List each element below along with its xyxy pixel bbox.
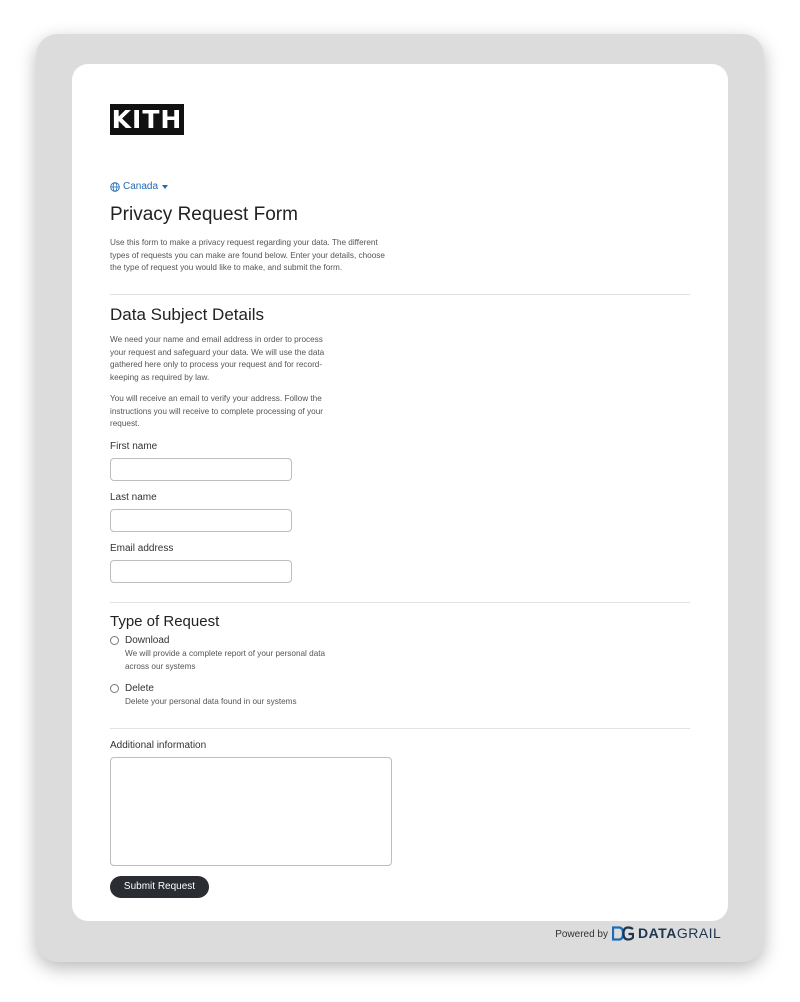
download-option-label[interactable]: Download xyxy=(125,635,170,646)
last-name-label: Last name xyxy=(110,492,157,503)
delete-option-label[interactable]: Delete xyxy=(125,683,154,694)
download-option-description: We will provide a complete report of your personal data across our systems xyxy=(125,649,326,671)
country-label: Canada xyxy=(123,181,159,192)
delete-option-description: Delete your personal data found in our systems xyxy=(125,697,297,706)
additional-info-label: Additional information xyxy=(110,740,207,751)
email-label: Email address xyxy=(110,543,174,554)
first-name-label: First name xyxy=(110,441,158,452)
chevron-down-icon xyxy=(162,185,168,189)
powered-by-text: Powered by xyxy=(555,929,608,940)
globe-icon xyxy=(110,182,120,192)
submit-request-button[interactable]: Submit Request xyxy=(110,876,209,898)
section-heading-request-type: Type of Request xyxy=(110,613,220,630)
verification-notice: You will receive an email to verify your address. Follow the instructions you will receive to complete processing of your request. xyxy=(110,394,323,428)
details-description: We need your name and email address in order to process your request and safeguard your data. We will use the data gathered here only to process your request and for record- keeping as required by law. xyxy=(110,335,325,382)
download-radio[interactable] xyxy=(110,636,119,645)
last-name-input[interactable] xyxy=(110,509,292,532)
section-heading-details: Data Subject Details xyxy=(110,305,265,324)
page-title: Privacy Request Form xyxy=(110,204,298,225)
additional-info-textarea[interactable] xyxy=(110,757,392,866)
datagrail-logo-icon xyxy=(612,926,634,941)
delete-radio[interactable] xyxy=(110,684,119,693)
first-name-input[interactable] xyxy=(110,458,292,481)
intro-text: Use this form to make a privacy request regarding your data. The different types of requests you can make are found below. Enter your details, choose the type of request you would like to make, and submit the form. xyxy=(110,238,385,272)
divider xyxy=(110,294,690,295)
email-input[interactable] xyxy=(110,560,292,583)
datagrail-wordmark[interactable]: DATAGRAIL xyxy=(638,925,722,941)
form-card xyxy=(72,64,728,921)
kith-logo[interactable]: KITH xyxy=(111,105,183,134)
divider xyxy=(110,728,690,729)
country-selector[interactable] xyxy=(110,181,168,192)
divider xyxy=(110,602,690,603)
